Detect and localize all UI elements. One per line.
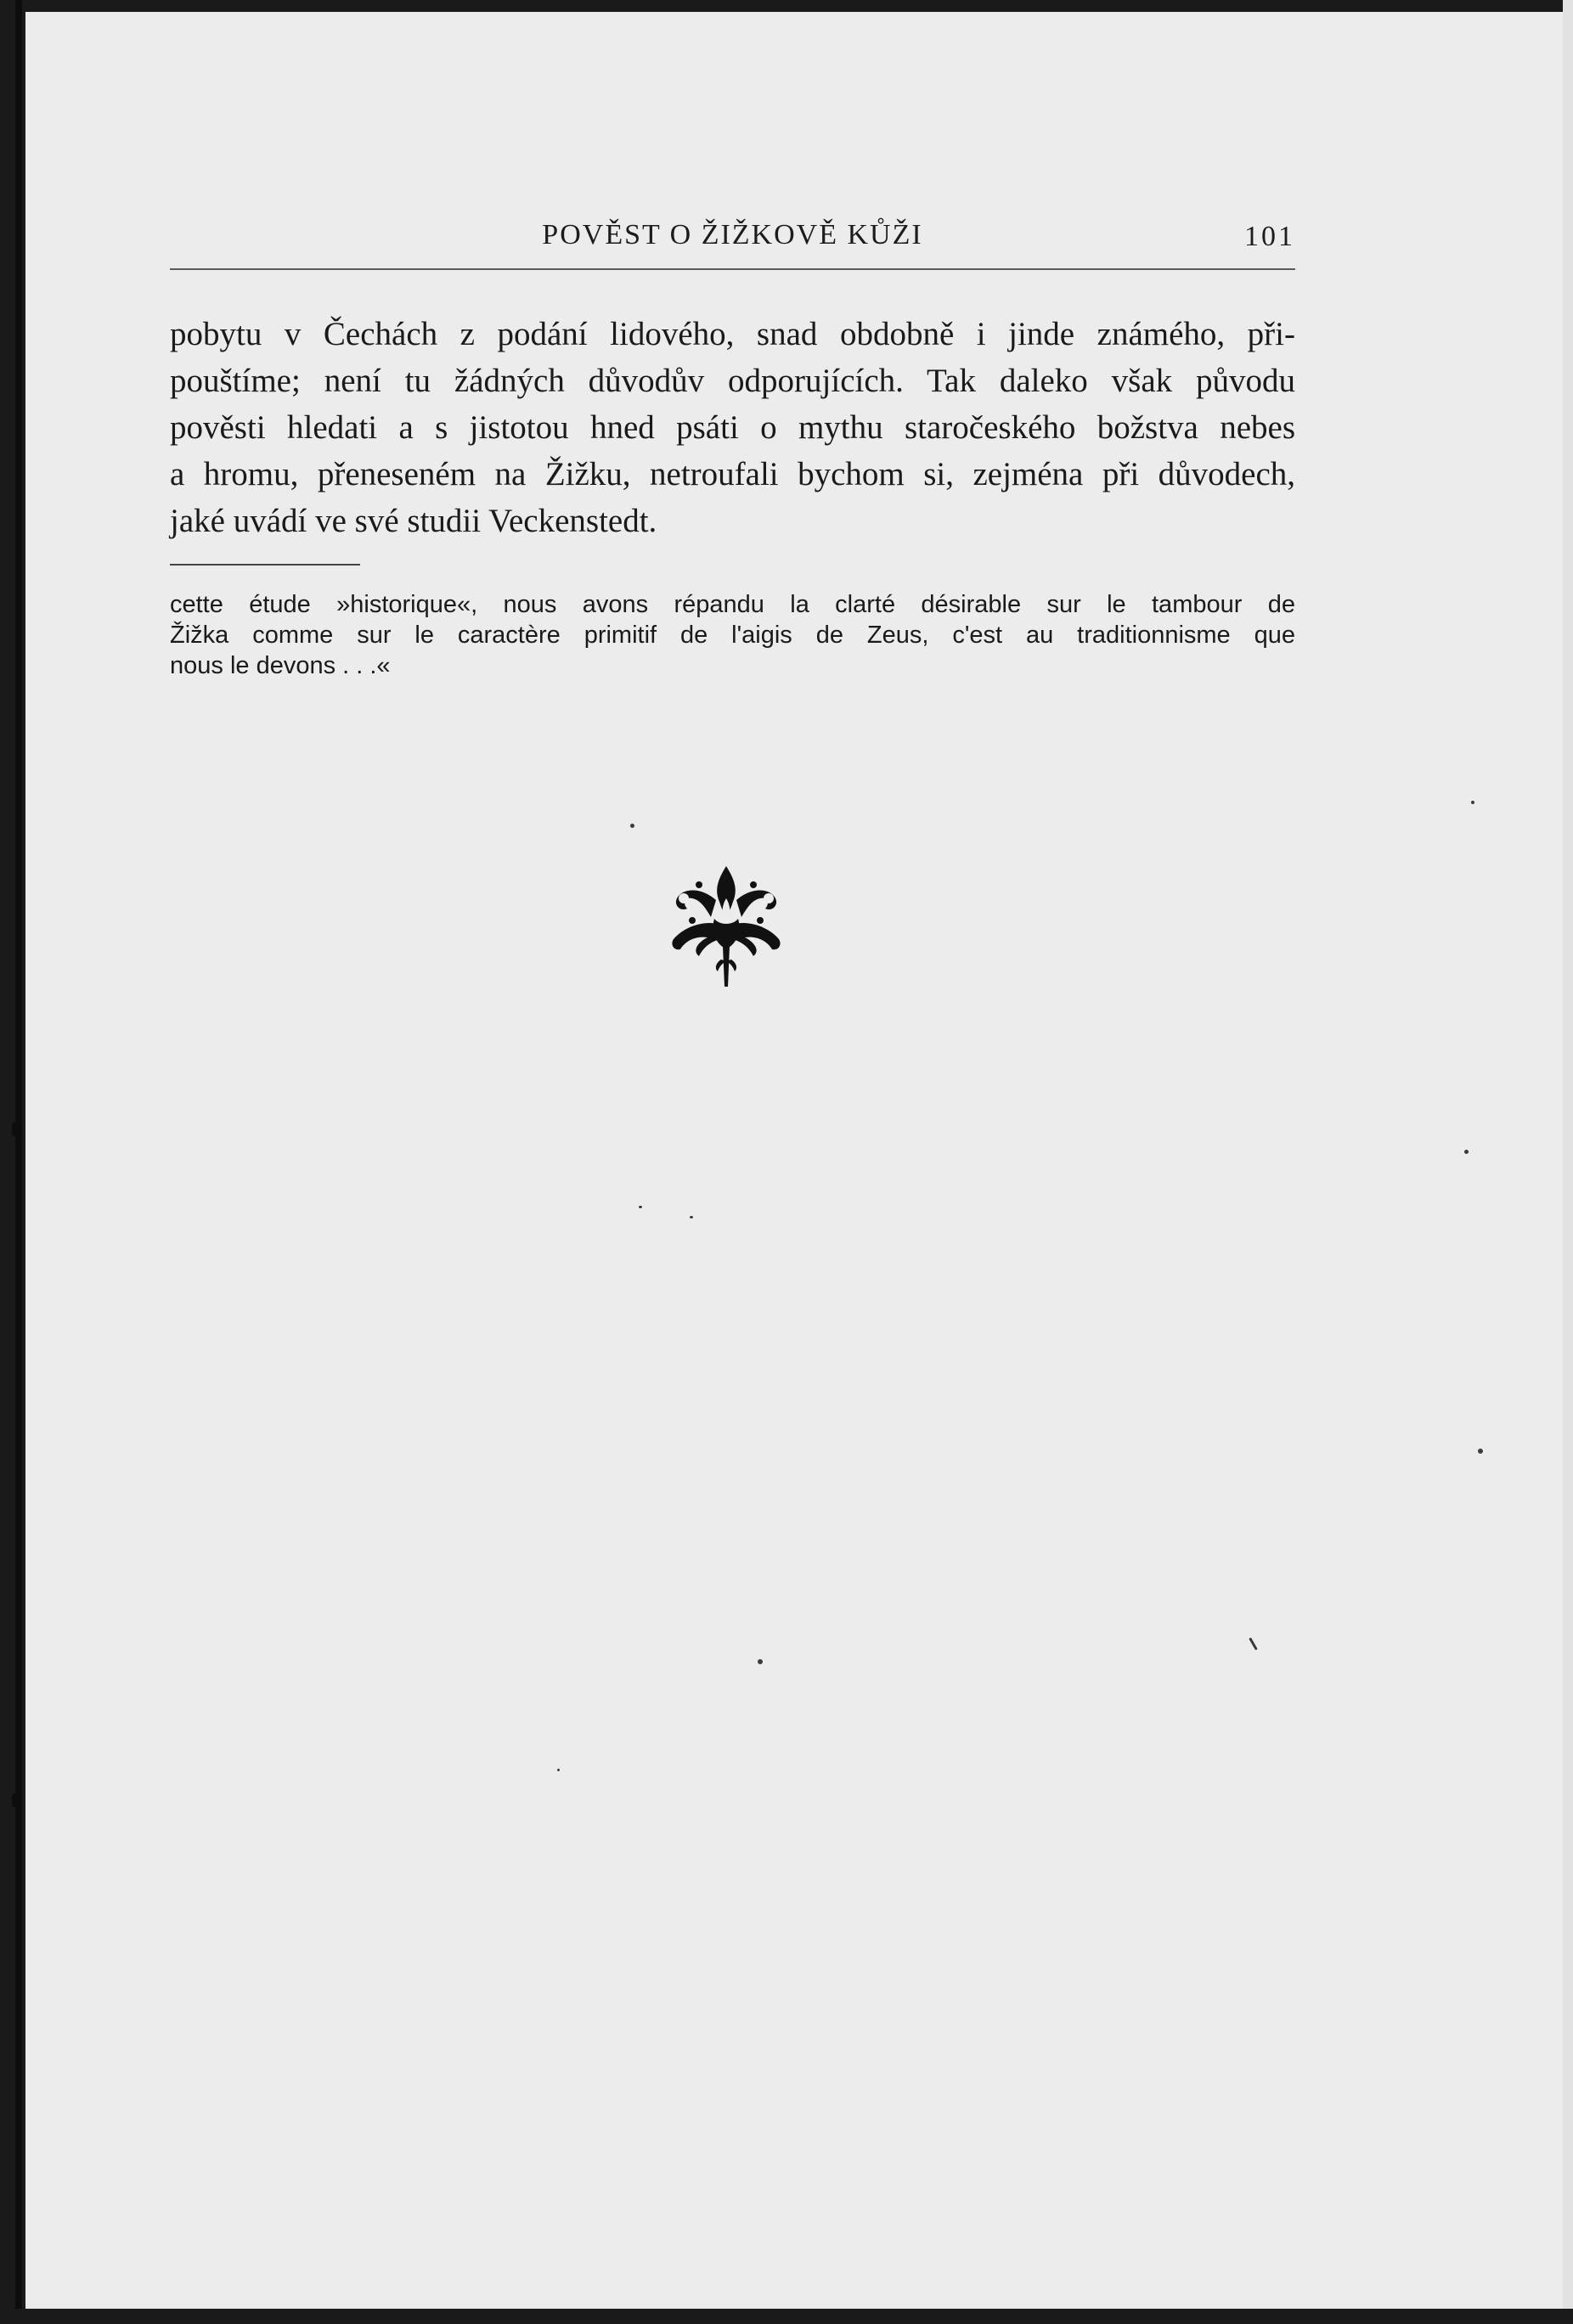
- footnote-rule: [170, 564, 360, 566]
- scan-bottom-border: [0, 2309, 1573, 2324]
- body-line: pouštíme; není tu žádných důvodův odporujících. Tak daleko však původu: [170, 363, 1295, 399]
- body-line: jaké uvádí ve své studii Veckenstedt.: [170, 503, 657, 539]
- body-paragraph: [170, 311, 1295, 544]
- scan-right-border: [1563, 0, 1573, 2324]
- running-head: [170, 219, 1295, 256]
- scan-speck: [1478, 1449, 1483, 1454]
- header-rule: [170, 268, 1295, 270]
- scan-speck: [557, 1769, 560, 1771]
- page-number: 101: [1244, 221, 1295, 252]
- body-line: a hromu, přeneseném na Žižku, netroufali bychom si, zejména při důvodech,: [170, 456, 1295, 492]
- fleuron-ornament-icon: [667, 864, 786, 988]
- scan-speck: [1471, 801, 1474, 804]
- footnote-line: cette étude »historique«, nous avons répandu la clarté désirable sur le tambour de: [170, 591, 1295, 618]
- scan-speck: [1464, 1150, 1469, 1154]
- scan-speck: [690, 1216, 693, 1218]
- footnote-line: nous le devons . . .«: [170, 652, 391, 679]
- scan-speck: [639, 1206, 642, 1208]
- body-line: pověsti hledati a s jistotou hned psáti o mythu staročeského božstva nebes: [170, 409, 1295, 446]
- footnote: [170, 589, 1295, 681]
- scan-speck: [12, 1123, 20, 1136]
- scan-left-border: [15, 0, 22, 2324]
- footnote-line: Žižka comme sur le caractère primitif de l'aigis de Zeus, c'est au traditionnisme que: [170, 622, 1295, 649]
- scan-speck: [12, 1793, 20, 1807]
- scan-speck: [630, 824, 634, 828]
- scan-speck: [758, 1659, 763, 1664]
- running-title: POVĚST O ŽIŽKOVĚ KŮŽI: [542, 219, 923, 250]
- body-line: pobytu v Čechách z podání lidového, snad obdobně i jinde známého, při-: [170, 316, 1295, 352]
